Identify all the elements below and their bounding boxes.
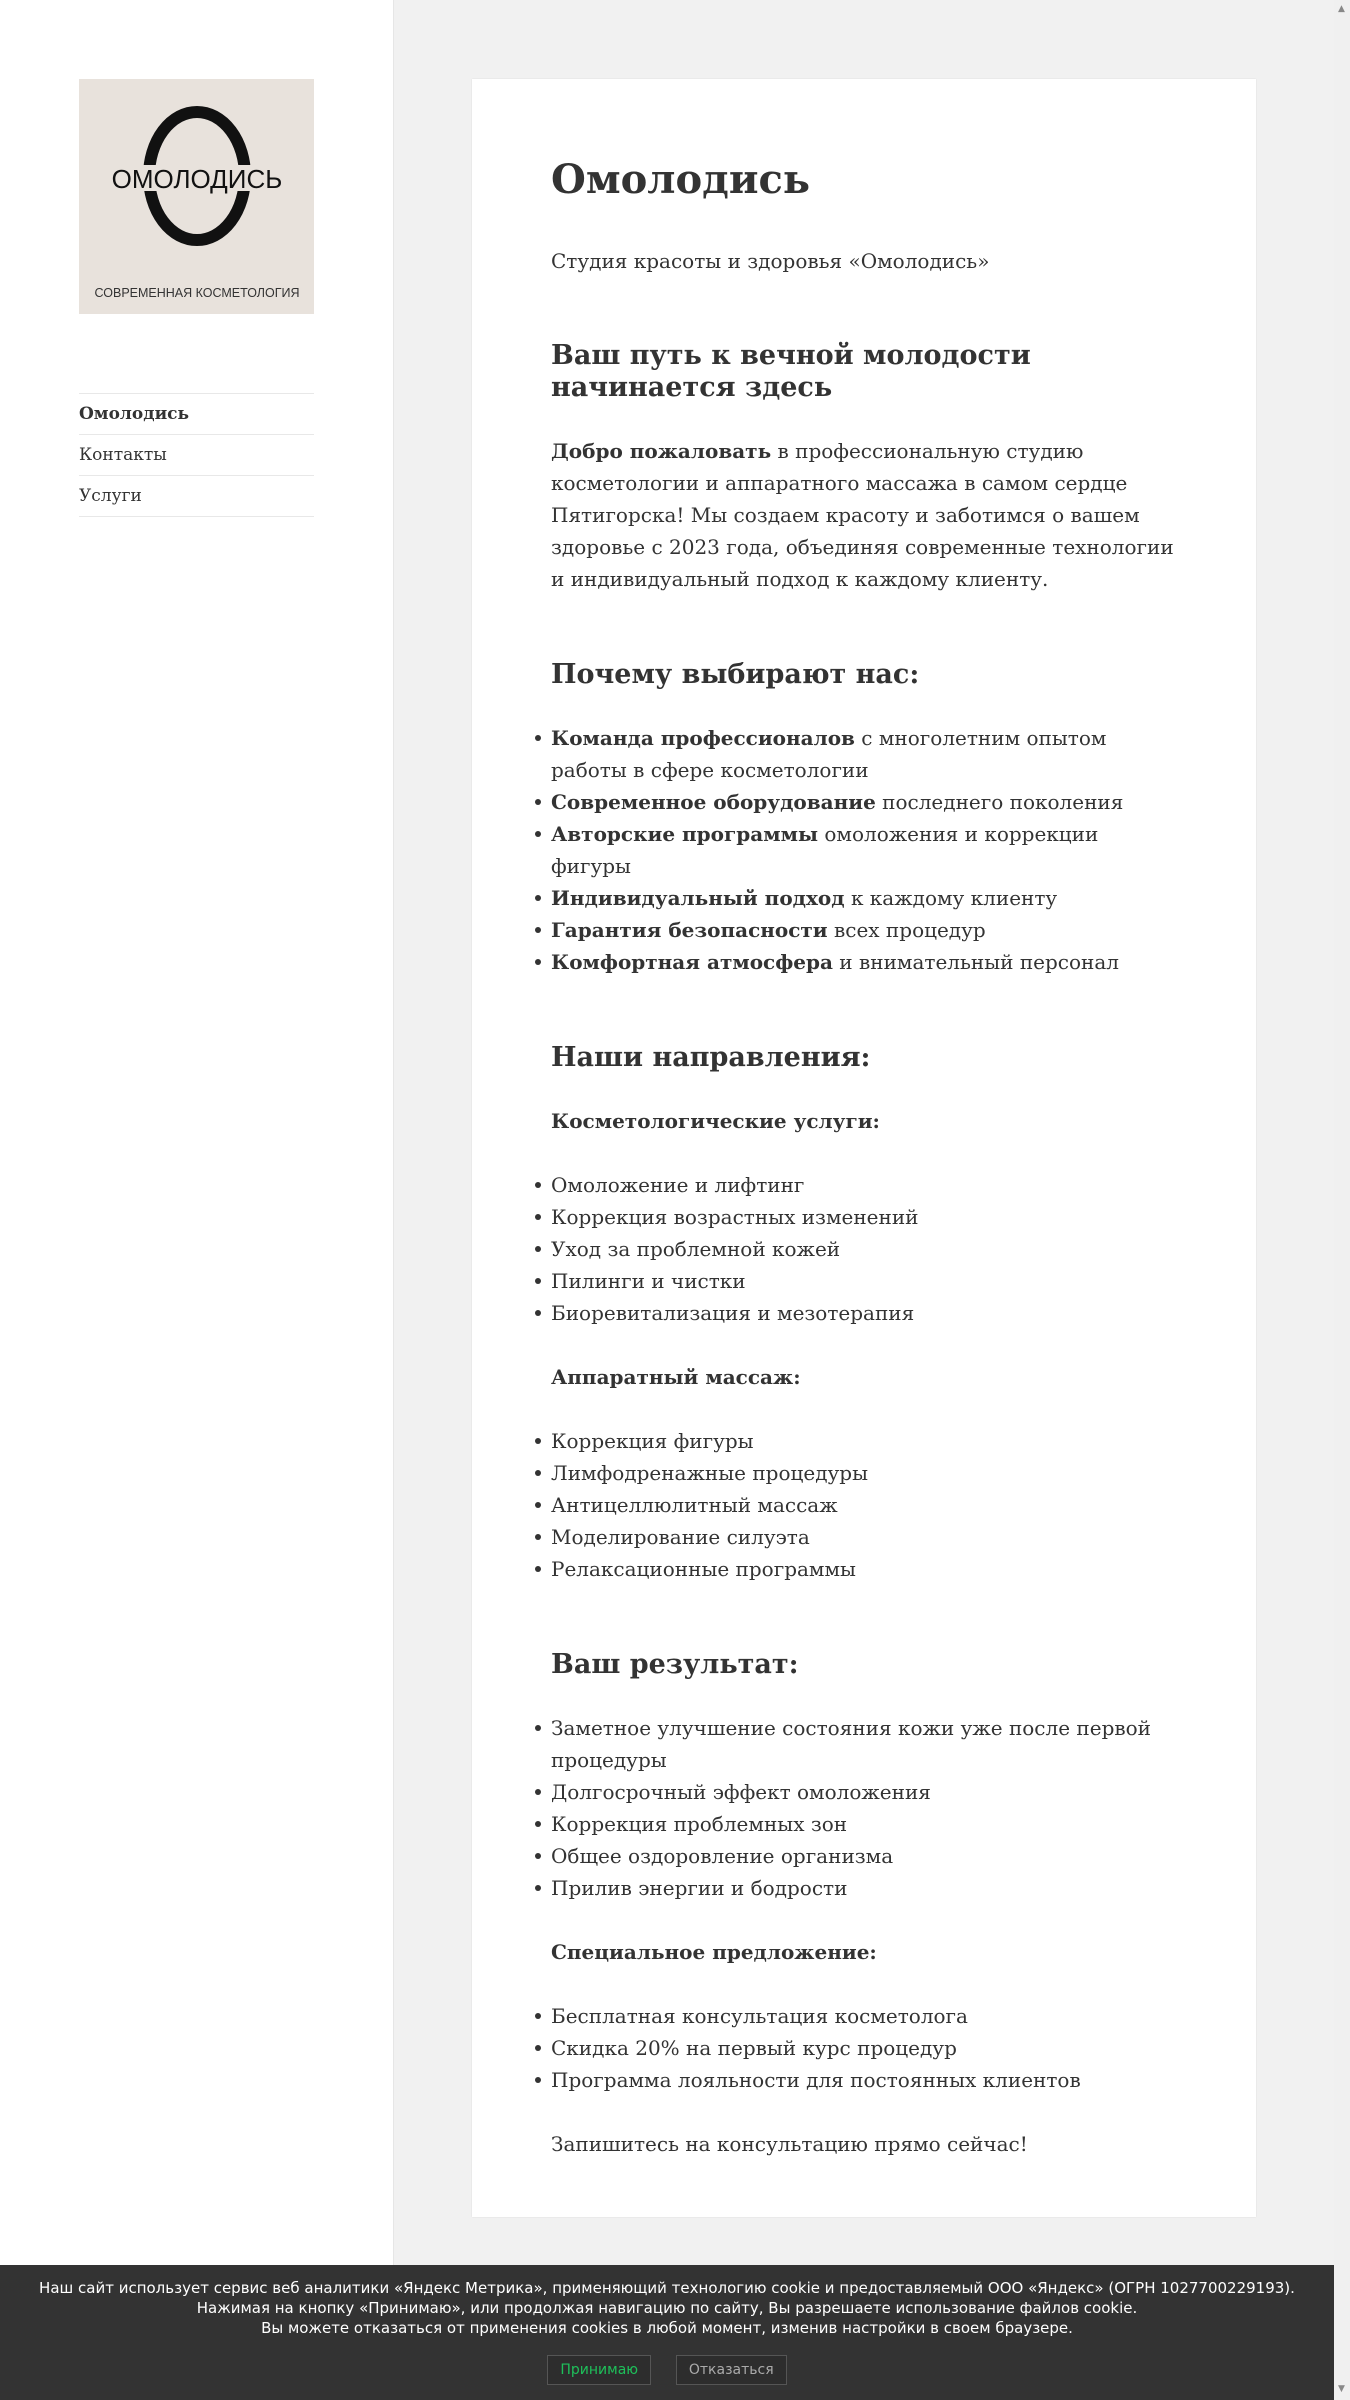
list-item-bold: Гарантия безопасности <box>551 918 828 942</box>
page-scrollbar[interactable] <box>1334 0 1350 2400</box>
cosmetology-list <box>551 1169 1181 1329</box>
list-item-text: омоложения и коррекции фигуры <box>551 822 1099 878</box>
scroll-up-icon[interactable]: ▲ <box>1338 4 1345 14</box>
menu-item-services[interactable]: Услуги <box>79 476 314 517</box>
cookie-text-line3: Вы можете отказаться от применения cookies в любой момент, изменив настройки в своем браузере. <box>261 2319 1073 2337</box>
heading-result: Ваш результат: <box>551 1649 799 1680</box>
list-item: Лимфодренажные процедуры <box>551 1457 1181 1489</box>
list-item <box>551 786 1181 818</box>
scroll-down-icon[interactable]: ▼ <box>1338 2384 1345 2394</box>
list-item-text: и внимательный персонал <box>832 950 1119 974</box>
accept-cookies-button[interactable]: Принимаю <box>547 2355 651 2385</box>
list-item: Бесплатная консультация косметолога <box>551 2000 1181 2032</box>
list-item <box>551 946 1181 978</box>
list-item: Программа лояльности для постоянных клиентов <box>551 2064 1181 2096</box>
subheading-special: Специальное предложение: <box>551 1940 877 1964</box>
intro-paragraph <box>551 435 1181 595</box>
list-item: Омоложение и лифтинг <box>551 1169 1181 1201</box>
list-item: Пилинги и чистки <box>551 1265 1181 1297</box>
list-item-text: всех процедур <box>827 918 986 942</box>
site-logo[interactable] <box>79 79 314 314</box>
list-item: Коррекция возрастных изменений <box>551 1201 1181 1233</box>
list-item: Коррекция проблемных зон <box>551 1808 1181 1840</box>
intro-text: в профессиональную студию косметологии и аппаратного массажа в самом сердце Пятигорска! Мы создаем красоту и заботимся о вашем здоровье с 2023 года, объединяя современные технологии и индивидуальный подход к каждому клиенту. <box>551 439 1174 591</box>
list-item-bold: Современное оборудование <box>551 790 876 814</box>
cta-text: Запишитесь на консультацию прямо сейчас! <box>551 2132 1028 2156</box>
list-item: Общее оздоровление организма <box>551 1840 1181 1872</box>
list-item: Скидка 20% на первый курс процедур <box>551 2032 1181 2064</box>
article <box>472 79 1256 2217</box>
heading-directions: Наши направления: <box>551 1042 871 1073</box>
page-title: Омолодись <box>551 156 810 203</box>
result-list <box>551 1712 1181 1904</box>
cookie-text-line2: Нажимая на кнопку «Принимаю», или продолжая навигацию по сайту, Вы разрешаете использование файлов cookie. <box>196 2299 1138 2317</box>
list-item-text: последнего поколения <box>875 790 1124 814</box>
subheading-cosmetology: Косметологические услуги: <box>551 1109 880 1133</box>
cookie-text-line1: Наш сайт использует сервис веб аналитики «Яндекс Метрика», применяющий технологию cookie и предоставляемый ООО «Яндекс» (ОГРН 1027700229193). <box>39 2279 1295 2297</box>
list-item: Биоревитализация и мезотерапия <box>551 1297 1181 1329</box>
list-item-text: к каждому клиенту <box>844 886 1058 910</box>
list-item: Прилив энергии и бодрости <box>551 1872 1181 1904</box>
list-item: Долгосрочный эффект омоложения <box>551 1776 1181 1808</box>
list-item-bold: Индивидуальный подход <box>551 886 845 910</box>
list-item: Коррекция фигуры <box>551 1425 1181 1457</box>
list-item <box>551 722 1181 786</box>
main-menu <box>79 393 314 517</box>
decline-cookies-button[interactable]: Отказаться <box>676 2355 787 2385</box>
cookie-banner <box>0 2265 1334 2400</box>
list-item <box>551 818 1181 882</box>
heading-why: Почему выбирают нас: <box>551 659 920 690</box>
intro-bold: Добро пожаловать <box>551 439 772 463</box>
sidebar <box>0 0 394 2400</box>
list-item-bold: Комфортная атмосфера <box>551 950 833 974</box>
list-item: Заметное улучшение состояния кожи уже после первой процедуры <box>551 1712 1181 1776</box>
heading-path: Ваш путь к вечной молодости начинается здесь <box>551 340 1031 403</box>
list-item-text: с многолетним опытом работы в сфере косметологии <box>551 726 1107 782</box>
list-item <box>551 882 1181 914</box>
logo-name: ОМОЛОДИСЬ <box>111 164 283 194</box>
massage-list <box>551 1425 1181 1585</box>
list-item: Уход за проблемной кожей <box>551 1233 1181 1265</box>
logo-subtitle: СОВРЕМЕННАЯ КОСМЕТОЛОГИЯ <box>94 286 300 300</box>
list-item: Моделирование силуэта <box>551 1521 1181 1553</box>
menu-item-contacts[interactable]: Контакты <box>79 435 314 476</box>
list-item: Релаксационные программы <box>551 1553 1181 1585</box>
list-item <box>551 914 1181 946</box>
tagline: Студия красоты и здоровья «Омолодись» <box>551 249 990 273</box>
subheading-massage: Аппаратный массаж: <box>551 1365 801 1389</box>
list-item: Антицеллюлитный массаж <box>551 1489 1181 1521</box>
list-item-bold: Авторские программы <box>551 822 819 846</box>
why-list <box>551 722 1181 978</box>
list-item-bold: Команда профессионалов <box>551 726 855 750</box>
menu-item-home[interactable]: Омолодись <box>79 394 314 435</box>
special-list <box>551 2000 1181 2096</box>
